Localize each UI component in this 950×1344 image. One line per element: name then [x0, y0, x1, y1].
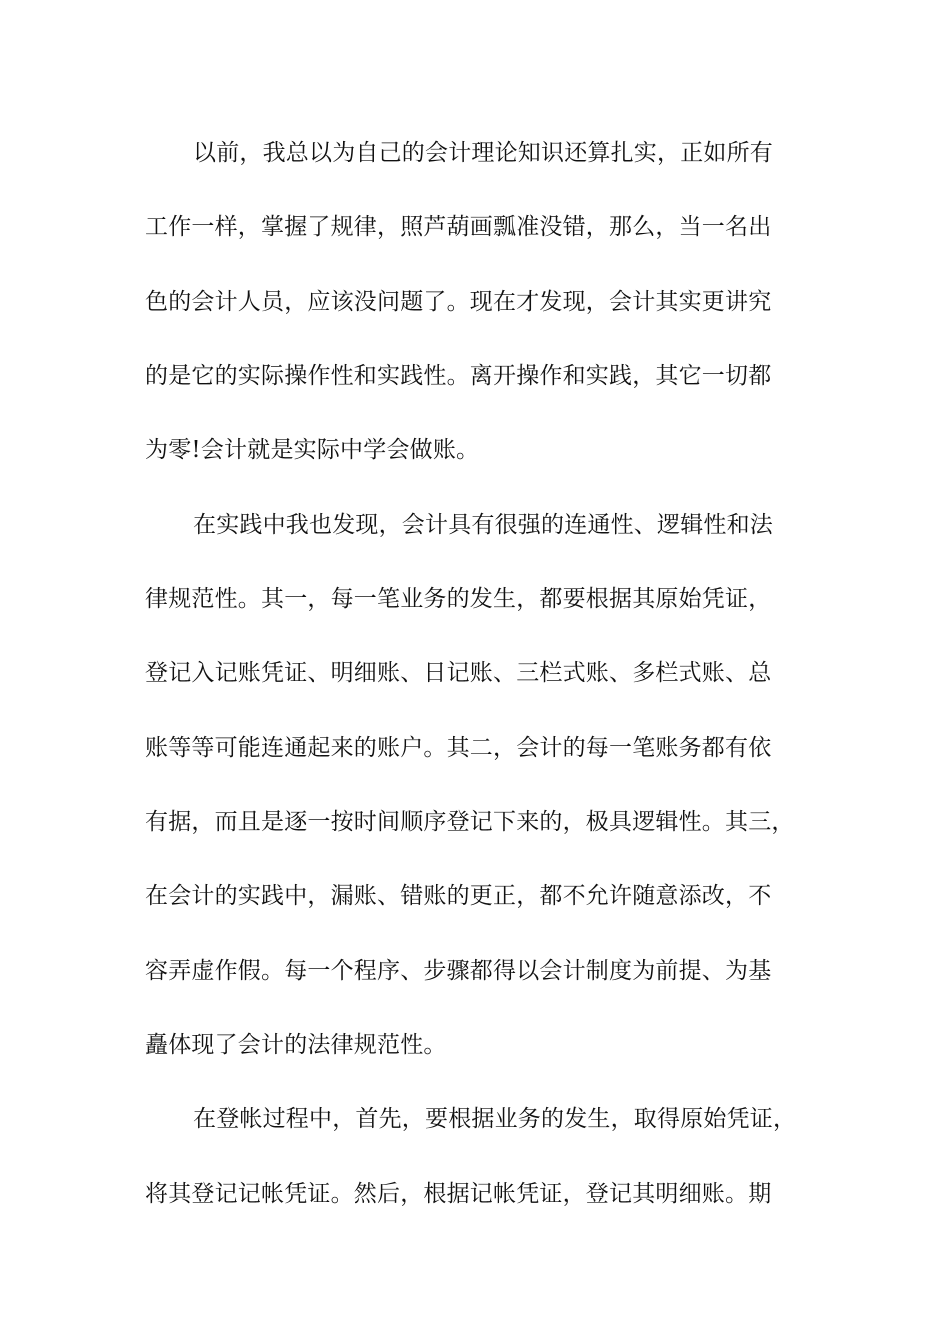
text-line: 工作一样，掌握了规律，照芦葫画瓢准没错，那么，当一名出: [145, 214, 772, 240]
text-line: 登记入记账凭证、明细账、日记账、三栏式账、多栏式账、总: [145, 660, 772, 686]
text-line: 在会计的实践中，漏账、错账的更正，都不允许随意添改，不: [145, 883, 772, 909]
text-line: 以前，我总以为自己的会计理论知识还算扎实，正如所有: [193, 140, 773, 166]
text-line: 在实践中我也发现，会计具有很强的连通性、逻辑性和法: [193, 512, 773, 538]
text-line: 有据，而且是逐一按时间顺序登记下来的，极具逻辑性。其三，: [145, 809, 795, 835]
text-line: 色的会计人员，应该没问题了。现在才发现，会计其实更讲究: [145, 289, 772, 315]
text-line: 容弄虚作假。每一个程序、步骤都得以会计制度为前提、为基: [145, 958, 772, 984]
text-line: 矗体现了会计的法律规范性。: [145, 1032, 447, 1058]
text-line: 的是它的实际操作性和实践性。离开操作和实践，其它一切都: [145, 363, 772, 389]
text-line: 在登帐过程中，首先，要根据业务的发生，取得原始凭证，: [193, 1106, 797, 1132]
text-line: 账等等可能连通起来的账户。其二，会计的每一笔账务都有依: [145, 735, 772, 761]
text-line: 将其登记记帐凭证。然后，根据记帐凭证，登记其明细账。期: [145, 1181, 772, 1207]
text-line: 律规范性。其一，每一笔业务的发生，都要根据其原始凭证，: [145, 586, 772, 612]
text-line: 为零!会计就是实际中学会做账。: [145, 437, 480, 463]
